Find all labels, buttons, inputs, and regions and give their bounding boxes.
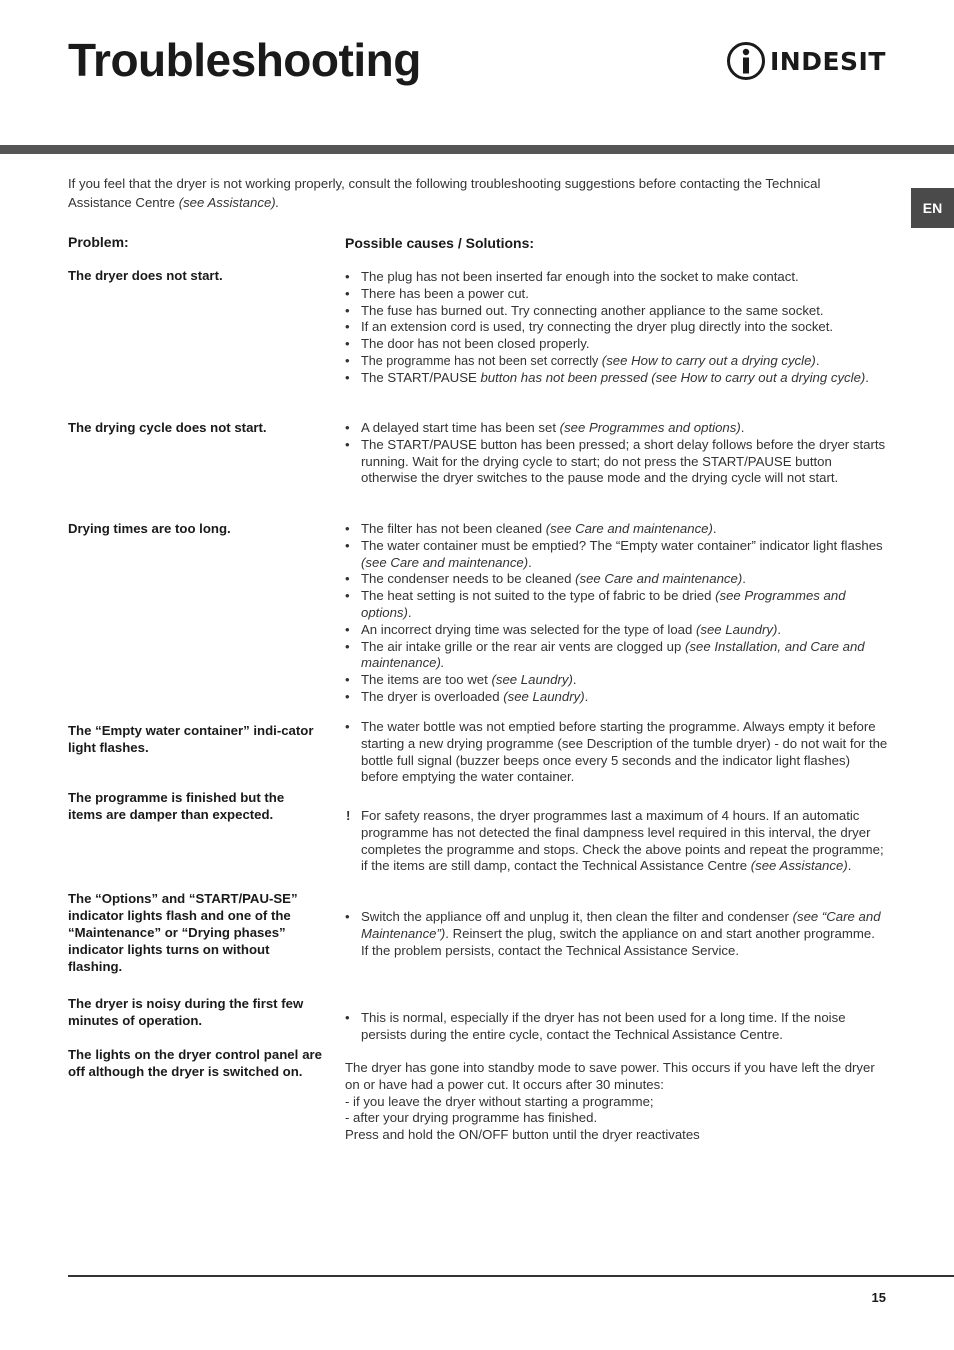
list-item: • The START/PAUSE button has not been pressed (see How to carry out a drying cycle).: [345, 370, 890, 387]
list-item: • The programme has not been set correctly (see How to carry out a drying cycle).: [345, 353, 890, 370]
solution-group-8: [345, 1060, 890, 1144]
problem-1: The dryer does not start.: [68, 268, 223, 283]
list-item: • Switch the appliance off and unplug it, then clean the filter and condenser (see “Care and Maintenance”). Reinsert the plug, switch the appliance on and start another programme. If the problem persists, contact the Technical Assistance Service.: [345, 909, 890, 959]
list-item: • This is normal, especially if the dryer has not been used for a long time. If the noise persists during the entire cycle, contact the Technical Assistance Centre.: [345, 1010, 890, 1044]
list-item: • A delayed start time has been set (see Programmes and options).: [345, 420, 890, 437]
standby-line: Press and hold the ON/OFF button until the dryer reactivates: [345, 1127, 700, 1143]
intro-paragraph: If you feel that the dryer is not working properly, consult the following troubleshooting suggestions before contacting the Technical Assistance Centre (see Assistance).: [68, 176, 821, 210]
problem-6: The “Options” and “START/PAU-SE” indicator lights flash and one of the “Maintenance” or “Drying phases” indicator lights turns on without flashing.: [68, 891, 298, 974]
page-title: Troubleshooting: [68, 34, 421, 86]
solution-group-5: [345, 808, 890, 875]
solution-group-3: [345, 521, 890, 706]
standby-line: - after your drying programme has finished.: [345, 1110, 598, 1126]
causes-header: Possible causes / Solutions:: [345, 235, 535, 251]
brand-name: INDESIT: [770, 46, 886, 76]
list-item: • The water bottle was not emptied before starting the programme. Always empty it before starting a new drying programme (see Description of the tumble dryer) - do not wait for the bottle full signal (buzzer beeps once every 5 seconds and the indicator light flashes) before emptying the water container.: [345, 719, 890, 786]
standby-line: - if you leave the dryer without starting a programme;: [345, 1093, 654, 1109]
list-item: • The dryer is overloaded (see Laundry).: [345, 689, 890, 706]
problem-7: The dryer is noisy during the first few minutes of operation.: [68, 996, 304, 1028]
problem-2: The drying cycle does not start.: [68, 420, 267, 435]
brand-logo: [726, 40, 886, 82]
list-item: • The fuse has burned out. Try connecting another appliance to the same socket.: [345, 303, 890, 320]
list-item: • The START/PAUSE button has been pressed; a short delay follows before the dryer starts running. Wait for the drying cycle to start; do not press the START/PAUSE button otherwise the dryer switches to the pause mode and the drying cycle will not start.: [345, 437, 890, 487]
solution-group-2: [345, 420, 890, 487]
list-item: • If an extension cord is used, try connecting the dryer plug directly into the socket.: [345, 319, 890, 336]
list-item: • The heat setting is not suited to the type of fabric to be dried (see Programmes and options).: [345, 588, 890, 622]
footer-divider: [68, 1275, 954, 1277]
list-item: • The water container must be emptied? The “Empty water container” indicator light flashes (see Care and maintenance).: [345, 538, 890, 572]
list-item: • The door has not been closed properly.: [345, 336, 890, 353]
warning-item: ! For safety reasons, the dryer programmes last a maximum of 4 hours. If an automatic programme has not detected the final dampness level required in this interval, the dryer completes the programme and stops. Check the above points and repeat the programme; if the items are still damp, contact the Technical Assistance Centre (see Assistance).: [345, 808, 890, 875]
problem-header: Problem:: [68, 234, 129, 250]
language-tab: EN: [911, 188, 954, 228]
problem-8: The lights on the dryer control panel are off although the dryer is switched on.: [68, 1047, 322, 1079]
solution-group-7: [345, 1010, 890, 1044]
list-item: • The plug has not been inserted far enough into the socket to make contact.: [345, 269, 890, 286]
indesit-logo-icon: [726, 41, 766, 81]
list-item: • The air intake grille or the rear air vents are clogged up (see Installation, and Care and maintenance).: [345, 639, 890, 673]
standby-paragraph: The dryer has gone into standby mode to save power. This occurs if you have left the dryer on or have had a power cut. It occurs after 30 minutes:: [345, 1060, 875, 1092]
page-number: 15: [871, 1290, 886, 1305]
list-item: • An incorrect drying time was selected for the type of load (see Laundry).: [345, 622, 890, 639]
solution-group-6: [345, 909, 890, 959]
list-item: • The filter has not been cleaned (see Care and maintenance).: [345, 521, 890, 538]
problem-3: Drying times are too long.: [68, 521, 231, 536]
list-item: • The items are too wet (see Laundry).: [345, 672, 890, 689]
problem-4: The “Empty water container” indi-cator light flashes.: [68, 723, 314, 755]
solution-group-4: [345, 719, 890, 786]
solution-group-1: [345, 269, 890, 387]
header-divider: [0, 145, 954, 154]
list-item: • The condenser needs to be cleaned (see Care and maintenance).: [345, 571, 890, 588]
list-item: • There has been a power cut.: [345, 286, 890, 303]
problem-5: The programme is finished but the items are damper than expected.: [68, 790, 285, 822]
